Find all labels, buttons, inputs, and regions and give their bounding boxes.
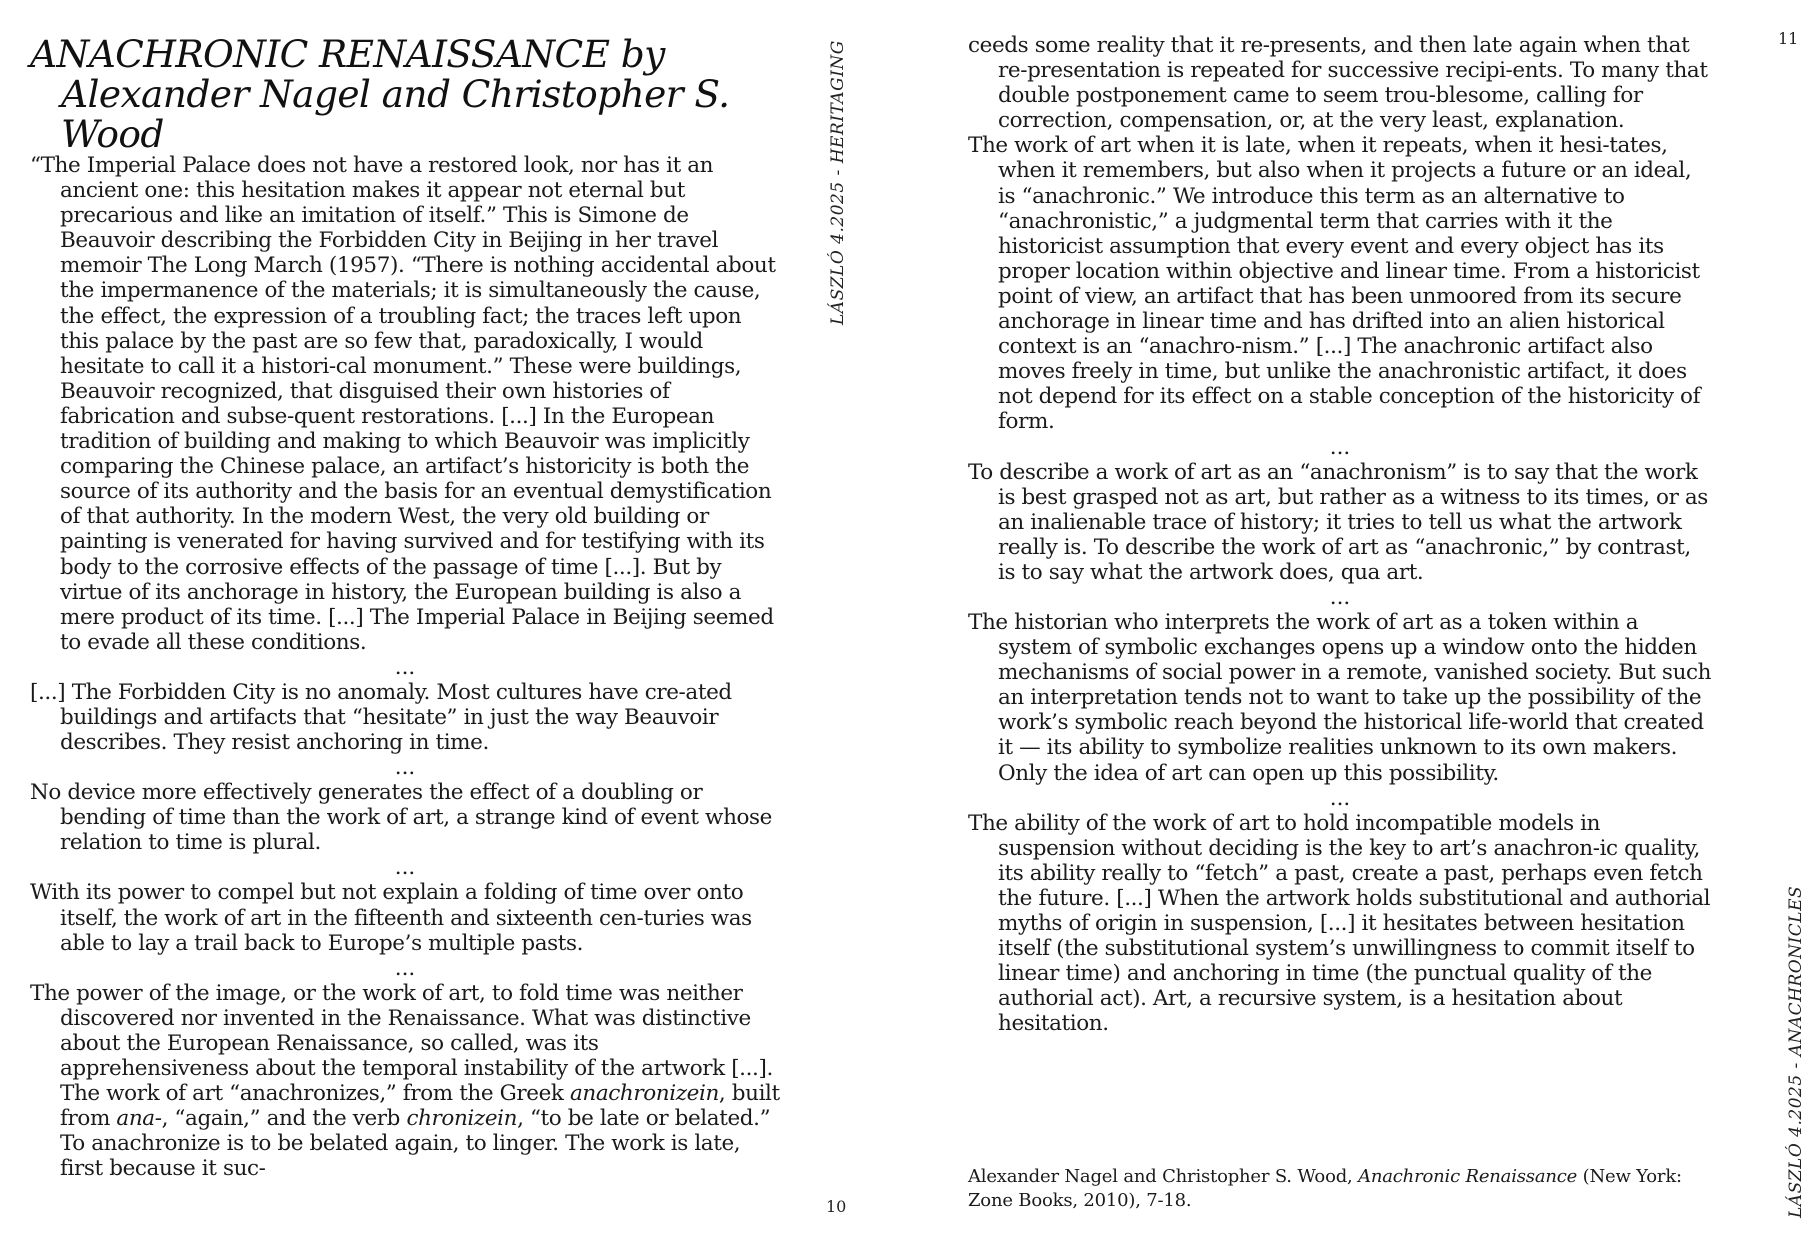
text-run: , “to be late or belated.” To anachronize is to be belated again, to linger. The work is late, first because it suc-: [60, 1106, 771, 1182]
section-separator: ...: [1329, 584, 1351, 610]
running-head: LÁSZLÓ 4.2025 - HERITAGING: [828, 40, 848, 325]
paragraph: [...] The Forbidden City is no anomaly. Most cultures have cre-ated buildings and artifacts that “hesitate” in just the way Beauvoir describes. They resist anchoring in time.: [30, 679, 732, 756]
right-body-text: [968, 33, 1712, 1036]
greek-term: anachronizein: [570, 1081, 719, 1107]
paragraph: To describe a work of art as an “anachronism” is to say that the work is best grasped not as art, but rather as a witness to its times, or as an inalienable trace of history; it tries to tell us what the artwork really is. To describe the work of art as “anachronic,” by contrast, is to say what the artwork does, qua art.: [968, 459, 1708, 585]
section-separator: ...: [394, 955, 416, 981]
paragraph: The work of art when it is late, when it repeats, when it hesi-tates, when it remembers, but also when it projects a future or an ideal, is “anachronic.” We introduce this term as an alternative to “anachronistic,” a judgmental term that carries with it the historicist assumption that every event and every object has its proper location within objective and linear time. From a historicist point of view, an artifact that has been unmoored from its secure anchorage in linear time and has drifted into an alien historical context is an “anachro-nism.” [...] The anachronic artifact also moves freely in time, but unlike the anachronistic artifact, it does not depend for its effect on a stable conception of the historicity of form.: [968, 133, 1701, 435]
paragraph: [30, 981, 780, 1182]
text-run: , built from: [60, 1081, 780, 1132]
left-body-text: [30, 153, 780, 1181]
left-page: [0, 0, 874, 1240]
section-separator: ...: [394, 755, 416, 781]
citation: [968, 1165, 1698, 1213]
paragraph: ceeds some reality that it re-presents, and then late again when that re-presentation is repeated for successive recipi-ents. To many that double postponement came to seem trou-blesome, calling for correction, compensation, or, at the very least, explanation.: [968, 33, 1708, 134]
page-number: 10: [826, 1197, 847, 1216]
article-title: ANACHRONIC RENAISSANCE by Alexander Nagel and Christopher S. Wood: [30, 32, 730, 156]
paragraph: No device more effectively generates the effect of a doubling or bending of time than the work of art, a strange kind of event whose relation to time is plural.: [30, 780, 773, 856]
section-separator: ...: [1329, 785, 1351, 811]
citation-details: (New York: Zone Books, 2010), 7-18.: [968, 1166, 1682, 1211]
text-run: The power of the image, or the work of art, to fold time was neither discovered nor invented in the Renaissance. What was distinctive about the European Renaissance, so called, was its apprehensiveness about the temporal instability of the artwork [...]. The work of art “anachronizes,” from the Greek: [30, 980, 773, 1107]
page-number: 11: [1778, 29, 1799, 48]
paragraph: With its power to compel but not explain a folding of time over onto itself, the work of art in the fifteenth and sixteenth cen-turies was able to lay a trail back to Europe’s multiple pasts.: [30, 880, 752, 956]
section-separator: ...: [394, 855, 416, 881]
greek-term: ana-: [116, 1106, 162, 1132]
section-separator: ...: [394, 654, 416, 680]
text-run: , “again,” and the verb: [161, 1106, 407, 1132]
paragraph: “The Imperial Palace does not have a restored look, nor has it an ancient one: this hesitation makes it appear not eternal but precarious and like an imitation of itself.” This is Simone de Beauvoir describing the Forbidden City in Beijing in her travel memoir The Long March (1957). “There is nothing accidental about the impermanence of the materials; it is simultaneously the cause, the effect, the expression of a troubling fact; the traces left upon this palace by the past are so few that, paradoxically, I would hesitate to call it a histori-cal monument.” These were buildings, Beauvoir recognized, that disguised their own histories of fabrication and subse-quent restorations. [...] In the European tradition of building and making to which Beauvoir was implicitly comparing the Chinese palace, an artifact’s historicity is both the source of its authority and the basis for an eventual demystification of that authority. In the modern West, the very old building or painting is venerated for having survived and for testifying with its body to the corrosive effects of the passage of time [...]. But by virtue of its anchorage in history, the European building is also a mere product of its time. [...] The Imperial Palace in Beijing seemed to evade all these conditions.: [30, 153, 776, 655]
citation-authors: Alexander Nagel and Christopher S. Wood,: [968, 1166, 1359, 1187]
paragraph: The ability of the work of art to hold incompatible models in suspension without deciding is the key to art’s anachron-ic quality, its ability really to “fetch” a past, create a past, perhaps even fetch the future. [...] When the artwork holds substitutional and authorial myths of origin in suspension, [...] it hesitates between hesitation itself (the substitutional system’s unwillingness to commit itself to linear time) and anchoring in time (the punctual quality of the authorial act). Art, a recursive system, is a hesitation about hesitation.: [968, 810, 1711, 1037]
paragraph: The historian who interprets the work of art as a token within a system of symbolic exchanges opens up a window onto the hidden mechanisms of social power in a remote, vanished society. But such an interpretation tends not to want to take up the possibility of the work’s symbolic reach beyond the historical life-world that created it — its ability to symbolize realities unknown to its own makers. Only the idea of art can open up this possibility.: [968, 609, 1712, 786]
running-head: LÁSZLÓ 4.2025 - ANACHRONICLES: [1786, 885, 1806, 1218]
section-separator: ...: [1329, 434, 1351, 460]
citation-book-title: Anachronic Renaissance: [1358, 1166, 1578, 1187]
greek-term: chronizein: [406, 1106, 518, 1132]
right-page: [874, 0, 1806, 1240]
